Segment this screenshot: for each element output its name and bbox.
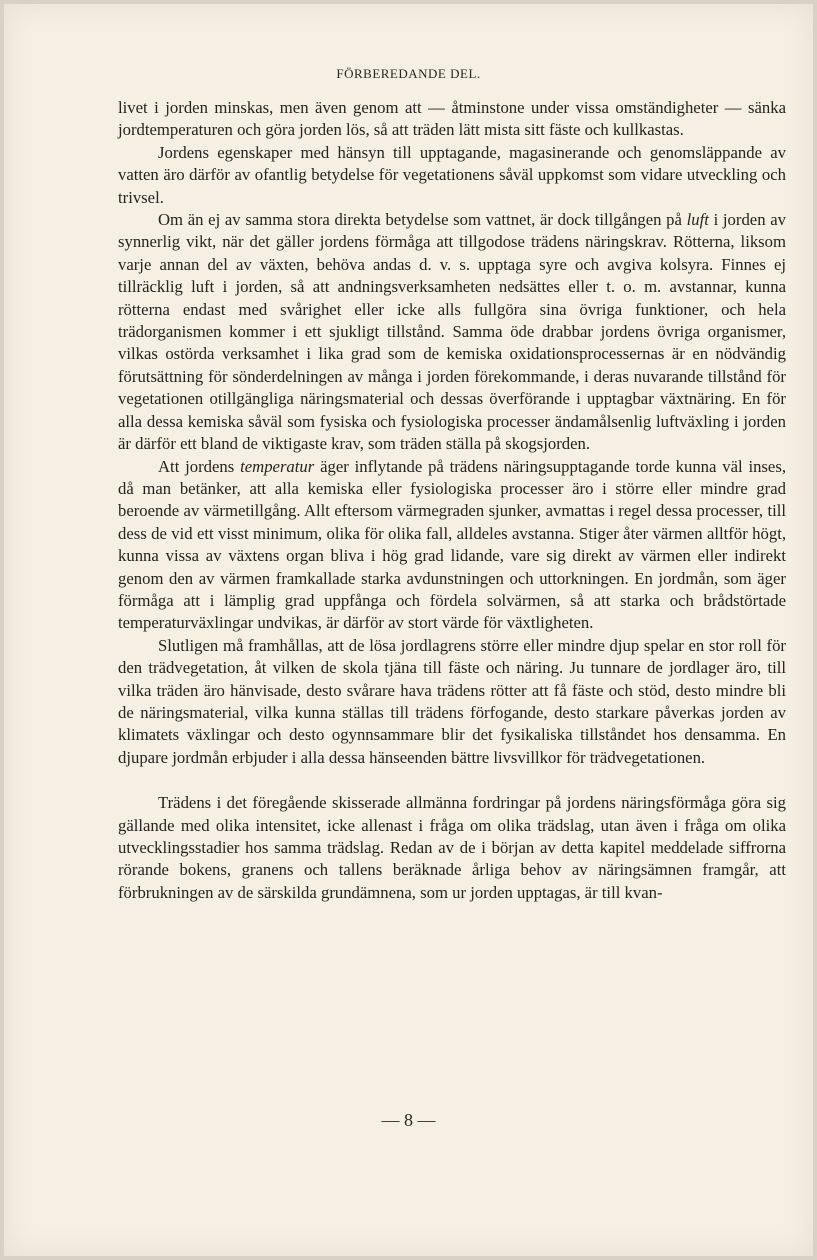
- paragraph-2: [118, 142, 786, 209]
- paragraph-6: [118, 792, 786, 904]
- text-segment: Om än ej av samma stora direkta betydelse som vattnet, är dock tillgången på: [158, 210, 687, 230]
- text-segment: äger inflytande på trädens näringsupptagande torde kunna väl inses, då man betänker, att alla kemiska eller fysiologiska processer äro i större eller mindre grad beroende av värmetillgång. Allt eftersom värmegraden sjunker, avmattas i regel dessa processer, till dess de vid ett visst minimum, olika för olika fall, alldeles avstanna. Stiger åter värmen alltför högt, kunna vissa av växtens organ bliva i hög grad lidande, vare sig direkt av värmen eller indirekt genom den av värmen framkallade starka avdunstningen och uttorkningen. En jordmån, som äger förmåga att i lämplig grad uppfånga och fördela solvärmen, så att starka och brådstörtade temperaturväxlingar undvikas, är därför av stort värde för växtligheten.: [118, 456, 786, 633]
- text-segment: i jorden av synnerlig vikt, när det gäller jordens förmåga att tillgodose trädens näringskrav. Rötterna, liksom varje annan del av växten, behöva andas d. v. s. upptaga syre och avgiva kolsyra. Finnes ej tillräcklig luft i jorden, så att andningsverksamheten nedsättes eller t. o. m. avstannar, kunna rötterna endast med svårighet eller icke alls fullgöra sina övriga funktioner, och hela trädorganismen kommer i ett sjukligt tillstånd. Samma öde drabbar jordens övriga organismer, vilkas ostörda verksamhet i lika grad som de kemiska oxidationsprocessernas är en nödvändig förutsättning för sönderdelningen av många i jorden förekommande, i deras nuvarande tillstånd för vegetationen otillgängliga näringsmaterial och dessas överförande i upptagbar växtnäring. En för alla dessa kemiska såväl som fysiska och fysiologiska processer ändamålsenlig luftväxling i jorden är därför ett bland de viktigaste krav, som träden ställa på skogsjorden.: [118, 210, 786, 454]
- text-segment: Slutligen må framhållas, att de lösa jordlagrens större eller mindre djup spelar en stor roll för den trädvegetation, åt vilken de skola tjäna till fäste och näring. Ju tunnare de jordlager äro, till vilka träden äro hänvisade, desto svårare hava trädens rötter att få fäste och stöd, desto mindre bli de näringsmaterial, vilka kunna ställas till trädens förfogande, desto starkare påverkas jorden av klimatets växlingar och desto ogynnsammare blir det fysikaliska tillståndet hos densamma. En djupare jordmån erbjuder i alla dessa hänseenden bättre livsvillkor för trädvegetationen.: [118, 635, 786, 767]
- text-segment: Att jordens: [158, 456, 241, 476]
- italic-term: temperatur: [240, 456, 315, 476]
- paragraph-4: [118, 456, 786, 635]
- book-page: [4, 4, 813, 1256]
- text-segment: Trädens i det föregående skisserade allmänna fordringar på jordens näringsförmåga göra sig gällande med olika intensitet, icke allenast i fråga om olika trädslag, utan även i fråga om olika utvecklingsstadier hos samma trädslag. Redan av de i början av detta kapitel meddelade siffrorna rörande bokens, granens och tallens beräknade årliga behov av näringsämnen framgår, att förbrukningen av de särskilda grundämnena, som ur jorden upptagas, är till kvan-: [118, 793, 786, 902]
- text-segment: livet i jorden minskas, men även genom att — åtminstone under vissa omständigheter — sänka jordtemperaturen och göra jorden lös, så att träden lätt mista sitt fäste och kullkastas.: [118, 98, 786, 140]
- paragraph-5: [118, 635, 786, 769]
- page-body: [118, 97, 786, 904]
- text-segment: Jordens egenskaper med hänsyn till upptagande, magasinerande och genomsläppande av vatten äro därför av ofantlig betydelse för vegetationens såväl uppkomst som vidare utveckling och trivsel.: [118, 142, 786, 207]
- paragraph-3: [118, 209, 786, 455]
- page-number: — 8 —: [381, 1110, 436, 1130]
- italic-term: luft: [686, 210, 709, 230]
- paragraph-1: [118, 97, 786, 142]
- running-header: FÖRBEREDANDE DEL.: [336, 66, 481, 81]
